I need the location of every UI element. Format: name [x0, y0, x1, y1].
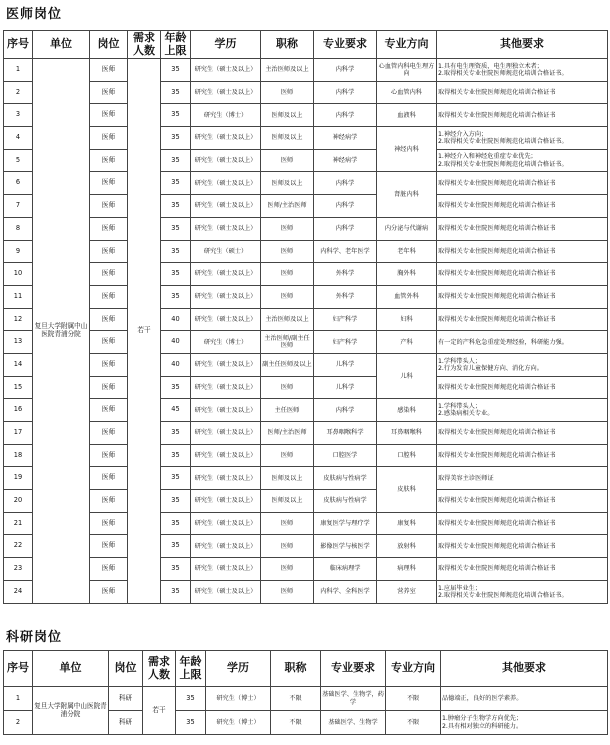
cell-other: 取得美容主诊医师证: [437, 467, 608, 490]
physician-table: [3, 30, 608, 604]
cell-title: 医师: [261, 149, 314, 172]
cell-age: 35: [161, 512, 191, 535]
cell-no: 15: [4, 376, 33, 399]
cell-major: 皮肤病与性病学: [314, 490, 377, 513]
cell-no: 18: [4, 444, 33, 467]
cell-major: 儿科学: [314, 376, 377, 399]
cell-post: 医师: [90, 104, 128, 127]
cell-age: 40: [161, 331, 191, 354]
cell-other: 取得相关专业住院医师规范化培训合格证书: [437, 172, 608, 195]
cell-title: 医师及以上: [261, 104, 314, 127]
cell-age: 40: [161, 353, 191, 376]
cell-other: 取得相关专业住院医师规范化培训合格证书: [437, 240, 608, 263]
cell-age: 35: [161, 535, 191, 558]
cell-no: 2: [4, 81, 33, 104]
cell-other: 1.肿瘤分子生物学方向优先； 2.具有相对独立的科研能力。: [441, 711, 608, 735]
cell-no: 22: [4, 535, 33, 558]
cell-post: 医师: [90, 217, 128, 240]
cell-education: 研究生（博士）: [191, 104, 261, 127]
header-direction: 专业方向: [386, 651, 441, 687]
cell-major: 妇产科学: [314, 331, 377, 354]
header-other: 其他要求: [441, 651, 608, 687]
cell-title: 医师: [261, 285, 314, 308]
cell-no: 16: [4, 399, 33, 422]
table-row: [4, 490, 608, 513]
cell-education: 研究生（博士）: [206, 711, 271, 735]
cell-no: 4: [4, 127, 33, 150]
cell-title: 医师: [261, 263, 314, 286]
cell-education: 研究生（硕士及以上）: [191, 263, 261, 286]
cell-title: 主治医师及以上: [261, 308, 314, 331]
cell-no: 12: [4, 308, 33, 331]
cell-major: 神经病学: [314, 149, 377, 172]
cell-age: 35: [161, 467, 191, 490]
cell-title: 医师: [261, 376, 314, 399]
cell-education: 研究生（硕士及以上）: [191, 512, 261, 535]
cell-age: 35: [161, 422, 191, 445]
table-row: [4, 376, 608, 399]
cell-direction: 皮肤科: [377, 467, 437, 512]
cell-unit: 复旦大学附属中山医院青浦分院: [33, 687, 109, 735]
cell-direction: 血管外科: [377, 285, 437, 308]
cell-title: 不限: [271, 687, 321, 711]
cell-direction: 不限: [386, 711, 441, 735]
cell-age: 35: [161, 172, 191, 195]
cell-no: 8: [4, 217, 33, 240]
cell-direction: 康复科: [377, 512, 437, 535]
cell-education: 研究生（硕士及以上）: [191, 285, 261, 308]
cell-post: 医师: [90, 240, 128, 263]
cell-other: 取得相关专业住院医师规范化培训合格证书: [437, 444, 608, 467]
cell-education: 研究生（硕士及以上）: [191, 59, 261, 82]
table-row: [4, 240, 608, 263]
header-demand: 需求人数: [143, 651, 176, 687]
cell-post: 医师: [90, 353, 128, 376]
cell-post: 医师: [90, 376, 128, 399]
cell-major: 耳鼻咽喉科学: [314, 422, 377, 445]
cell-education: 研究生（硕士及以上）: [191, 217, 261, 240]
header-no: 序号: [4, 31, 33, 59]
cell-education: 研究生（硕士及以上）: [191, 127, 261, 150]
cell-age: 35: [161, 558, 191, 581]
table-row: [4, 172, 608, 195]
cell-age: 35: [161, 580, 191, 603]
cell-age: 40: [161, 308, 191, 331]
cell-title: 医师: [261, 217, 314, 240]
table-row: [4, 104, 608, 127]
header-age: 年龄上限: [176, 651, 206, 687]
table-row: [4, 558, 608, 581]
cell-demand: 若干: [143, 687, 176, 735]
cell-education: 研究生（硕士及以上）: [191, 580, 261, 603]
cell-title: 主任医师: [261, 399, 314, 422]
cell-age: 45: [161, 399, 191, 422]
table-row: [4, 422, 608, 445]
table-row: [4, 687, 608, 711]
cell-education: 研究生（硕士及以上）: [191, 558, 261, 581]
table-row: [4, 217, 608, 240]
cell-major: 内科学: [314, 217, 377, 240]
cell-no: 6: [4, 172, 33, 195]
cell-no: 10: [4, 263, 33, 286]
cell-post: 医师: [90, 127, 128, 150]
table-row: [4, 535, 608, 558]
cell-other: 取得相关专业住院医师规范化培训合格证书: [437, 422, 608, 445]
table-row: [4, 195, 608, 218]
cell-other: 取得相关专业住院医师规范化培训合格证书: [437, 376, 608, 399]
table-row: [4, 331, 608, 354]
cell-education: 研究生（硕士及以上）: [191, 376, 261, 399]
cell-direction: 神经内科: [377, 127, 437, 172]
cell-title: 医师: [261, 558, 314, 581]
cell-other: 1.应届毕业生； 2.取得相关专业住院医师规范化培训合格证书。: [437, 580, 608, 603]
cell-no: 3: [4, 104, 33, 127]
cell-post: 医师: [90, 149, 128, 172]
cell-major: 皮肤病与性病学: [314, 467, 377, 490]
cell-major: 内科学: [314, 172, 377, 195]
cell-direction: 营养室: [377, 580, 437, 603]
cell-no: 13: [4, 331, 33, 354]
cell-no: 1: [4, 59, 33, 82]
table-row: [4, 353, 608, 376]
cell-education: 研究生（博士）: [206, 687, 271, 711]
cell-no: 19: [4, 467, 33, 490]
cell-title: 医师: [261, 81, 314, 104]
cell-other: 取得相关专业住院医师规范化培训合格证书: [437, 308, 608, 331]
header-direction: 专业方向: [377, 31, 437, 59]
table-row: [4, 580, 608, 603]
cell-unit: 复旦大学附属中山医院青浦分院: [33, 59, 90, 604]
cell-direction: 放射科: [377, 535, 437, 558]
cell-major: 口腔医学: [314, 444, 377, 467]
cell-no: 2: [4, 711, 33, 735]
research-table: [3, 650, 608, 735]
cell-other: 取得相关专业住院医师规范化培训合格证书: [437, 535, 608, 558]
cell-title: 主治医师及以上: [261, 59, 314, 82]
cell-education: 研究生（硕士及以上）: [191, 422, 261, 445]
cell-title: 医师/主治医师: [261, 422, 314, 445]
cell-major: 内科学: [314, 104, 377, 127]
cell-direction: 内分泌与代谢病: [377, 217, 437, 240]
cell-age: 35: [161, 217, 191, 240]
cell-education: 研究生（博士）: [191, 331, 261, 354]
cell-education: 研究生（硕士及以上）: [191, 490, 261, 513]
cell-title: 医师及以上: [261, 127, 314, 150]
table-row: [4, 399, 608, 422]
cell-post: 医师: [90, 331, 128, 354]
table-row: [4, 512, 608, 535]
cell-major: 内科学、老年医学: [314, 240, 377, 263]
cell-post: 医师: [90, 467, 128, 490]
cell-age: 35: [176, 711, 206, 735]
cell-age: 35: [161, 240, 191, 263]
cell-age: 35: [161, 149, 191, 172]
cell-education: 研究生（硕士及以上）: [191, 81, 261, 104]
cell-post: 医师: [90, 172, 128, 195]
cell-direction: 心血管内科电生理方向: [377, 59, 437, 82]
cell-demand: 若干: [128, 59, 161, 604]
cell-major: 康复医学与理疗学: [314, 512, 377, 535]
cell-title: 医师/主治医师: [261, 195, 314, 218]
header-title: 职称: [261, 31, 314, 59]
cell-age: 35: [161, 263, 191, 286]
cell-other: 有一定的产科危急重症处理经验，科研能力强。: [437, 331, 608, 354]
cell-other: 1.神经介入和神经危重症专业优先； 2.取得相关专业住院医师规范化培训合格证书。: [437, 149, 608, 172]
cell-age: 35: [161, 81, 191, 104]
cell-education: 研究生（硕士及以上）: [191, 172, 261, 195]
cell-other: 取得相关专业住院医师规范化培训合格证书: [437, 285, 608, 308]
cell-post: 科研: [109, 711, 143, 735]
cell-post: 医师: [90, 81, 128, 104]
cell-major: 妇产科学: [314, 308, 377, 331]
cell-other: 取得相关专业住院医师规范化培训合格证书: [437, 195, 608, 218]
cell-major: 临床病理学: [314, 558, 377, 581]
cell-no: 1: [4, 687, 33, 711]
cell-other: 取得相关专业住院医师规范化培训合格证书: [437, 263, 608, 286]
cell-education: 研究生（硕士及以上）: [191, 399, 261, 422]
cell-education: 研究生（硕士及以上）: [191, 467, 261, 490]
table-row: [4, 127, 608, 150]
cell-education: 研究生（硕士及以上）: [191, 353, 261, 376]
table-row: [4, 149, 608, 172]
cell-other: 1.具有电生理资质，电生理独立术者； 2.取得相关专业住院医师规范化培训合格证书。: [437, 59, 608, 82]
cell-no: 20: [4, 490, 33, 513]
cell-major: 神经病学: [314, 127, 377, 150]
header-post: 岗位: [90, 31, 128, 59]
cell-post: 医师: [90, 422, 128, 445]
header-major: 专业要求: [314, 31, 377, 59]
cell-direction: 病理科: [377, 558, 437, 581]
cell-other: 取得相关专业住院医师规范化培训合格证书: [437, 104, 608, 127]
cell-no: 21: [4, 512, 33, 535]
header-major: 专业要求: [321, 651, 386, 687]
cell-major: 内科学: [314, 399, 377, 422]
header-other: 其他要求: [437, 31, 608, 59]
cell-direction: 产科: [377, 331, 437, 354]
table-row: [4, 81, 608, 104]
cell-other: 1.神经介入方向； 2.取得相关专业住院医师规范化培训合格证书。: [437, 127, 608, 150]
table-row: [4, 263, 608, 286]
cell-post: 医师: [90, 444, 128, 467]
cell-direction: 妇科: [377, 308, 437, 331]
cell-post: 医师: [90, 399, 128, 422]
cell-major: 内科学、全科医学: [314, 580, 377, 603]
cell-no: 14: [4, 353, 33, 376]
cell-no: 24: [4, 580, 33, 603]
cell-direction: 感染科: [377, 399, 437, 422]
cell-other: 取得相关专业住院医师规范化培训合格证书: [437, 217, 608, 240]
cell-no: 17: [4, 422, 33, 445]
cell-no: 7: [4, 195, 33, 218]
cell-major: 内科学: [314, 81, 377, 104]
cell-other: 品德端正，良好的医学素养。: [441, 687, 608, 711]
header-unit: 单位: [33, 31, 90, 59]
cell-post: 医师: [90, 285, 128, 308]
cell-direction: 口腔科: [377, 444, 437, 467]
cell-post: 医师: [90, 308, 128, 331]
cell-other: 1.学科带头人； 2.感染病相关专业。: [437, 399, 608, 422]
cell-no: 5: [4, 149, 33, 172]
cell-title: 医师: [261, 535, 314, 558]
section-title-research: 科研岗位: [6, 630, 63, 645]
cell-post: 医师: [90, 195, 128, 218]
cell-direction: 老年科: [377, 240, 437, 263]
cell-age: 35: [161, 490, 191, 513]
cell-post: 医师: [90, 263, 128, 286]
cell-other: 取得相关专业住院医师规范化培训合格证书: [437, 81, 608, 104]
cell-direction: 胸外科: [377, 263, 437, 286]
cell-post: 医师: [90, 535, 128, 558]
cell-direction: 心血管内科: [377, 81, 437, 104]
cell-post: 医师: [90, 558, 128, 581]
cell-age: 35: [161, 444, 191, 467]
table-row: [4, 285, 608, 308]
cell-other: 1.学科带头人； 2.行为发育儿童保健方向、消化方向。: [437, 353, 608, 376]
cell-age: 35: [161, 195, 191, 218]
cell-title: 医师: [261, 580, 314, 603]
cell-major: 内科学: [314, 195, 377, 218]
cell-post: 医师: [90, 59, 128, 82]
cell-direction: 耳鼻咽喉科: [377, 422, 437, 445]
cell-age: 35: [161, 59, 191, 82]
table-row: [4, 444, 608, 467]
cell-title: 医师及以上: [261, 467, 314, 490]
cell-age: 35: [161, 376, 191, 399]
cell-age: 35: [161, 285, 191, 308]
cell-major: 外科学: [314, 285, 377, 308]
cell-direction: 不限: [386, 687, 441, 711]
cell-post: 科研: [109, 687, 143, 711]
cell-major: 基础医学、生物学，药学: [321, 687, 386, 711]
cell-post: 医师: [90, 580, 128, 603]
cell-post: 医师: [90, 512, 128, 535]
cell-education: 研究生（硕士）: [191, 240, 261, 263]
table-row: [4, 467, 608, 490]
cell-major: 影像医学与核医学: [314, 535, 377, 558]
cell-major: 儿科学: [314, 353, 377, 376]
table-row: [4, 308, 608, 331]
cell-direction: 肾脏内科: [377, 172, 437, 217]
cell-no: 11: [4, 285, 33, 308]
header-education: 学历: [206, 651, 271, 687]
table-row: [4, 59, 608, 82]
header-unit: 单位: [33, 651, 109, 687]
cell-title: 不限: [271, 711, 321, 735]
cell-title: 医师: [261, 512, 314, 535]
cell-major: 外科学: [314, 263, 377, 286]
cell-other: 取得相关专业住院医师规范化培训合格证书: [437, 512, 608, 535]
cell-title: 医师及以上: [261, 172, 314, 195]
cell-other: 取得相关专业住院医师规范化培训合格证书: [437, 490, 608, 513]
cell-title: 医师: [261, 444, 314, 467]
cell-major: 基础医学、生物学: [321, 711, 386, 735]
header-demand: 需求人数: [128, 31, 161, 59]
header-title: 职称: [271, 651, 321, 687]
cell-education: 研究生（硕士及以上）: [191, 535, 261, 558]
cell-direction: 血液科: [377, 104, 437, 127]
cell-no: 9: [4, 240, 33, 263]
cell-major: 内科学: [314, 59, 377, 82]
header-no: 序号: [4, 651, 33, 687]
cell-no: 23: [4, 558, 33, 581]
cell-age: 35: [176, 687, 206, 711]
cell-education: 研究生（硕士及以上）: [191, 195, 261, 218]
cell-title: 医师: [261, 240, 314, 263]
cell-age: 35: [161, 104, 191, 127]
cell-post: 医师: [90, 490, 128, 513]
cell-age: 35: [161, 127, 191, 150]
header-post: 岗位: [109, 651, 143, 687]
header-education: 学历: [191, 31, 261, 59]
cell-education: 研究生（硕士及以上）: [191, 444, 261, 467]
cell-education: 研究生（硕士及以上）: [191, 308, 261, 331]
cell-education: 研究生（硕士及以上）: [191, 149, 261, 172]
cell-other: 取得相关专业住院医师规范化培训合格证书: [437, 558, 608, 581]
cell-direction: 儿科: [377, 353, 437, 398]
cell-title: 主治医师/副主任医师: [261, 331, 314, 354]
cell-title: 副主任医师及以上: [261, 353, 314, 376]
header-age: 年龄上限: [161, 31, 191, 59]
cell-title: 医师及以上: [261, 490, 314, 513]
section-title-physician: 医师岗位: [6, 7, 63, 22]
